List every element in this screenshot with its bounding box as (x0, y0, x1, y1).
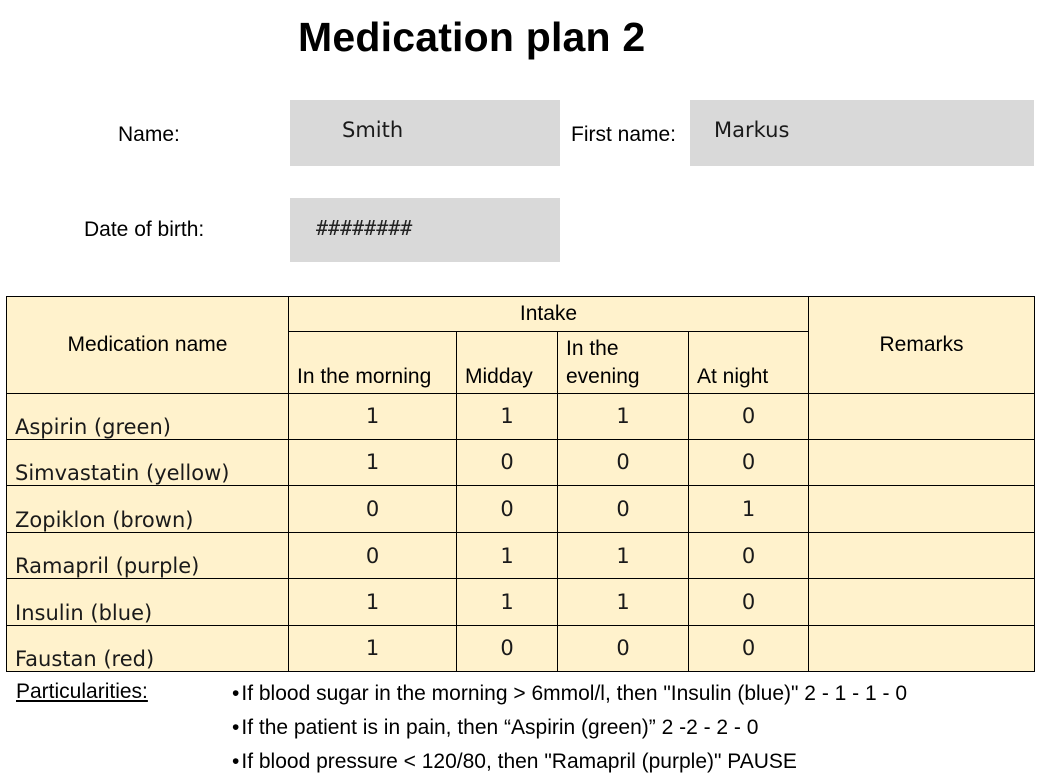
table-row (7, 579, 1035, 625)
intake-morning: 1 (289, 579, 457, 625)
particularity-text: If the patient is in pain, then “Aspirin (green)” 2 -2 - 2 - 0 (241, 716, 759, 739)
list-item (232, 745, 907, 778)
intake-night: 1 (689, 485, 809, 532)
header-evening-line2: evening (566, 364, 640, 388)
header-morning: In the morning (289, 332, 457, 393)
remarks-cell[interactable] (809, 393, 1035, 439)
remarks-cell[interactable] (809, 579, 1035, 625)
remarks-cell[interactable] (809, 533, 1035, 579)
intake-night: 0 (689, 439, 809, 485)
dob-label: Date of birth: (84, 218, 205, 241)
intake-morning: 1 (289, 625, 457, 671)
header-medication-name: Medication name (7, 297, 289, 394)
name-label: Name: (118, 123, 180, 146)
table-row (7, 393, 1035, 439)
bullet-icon: • (232, 716, 240, 739)
intake-night: 0 (689, 625, 809, 671)
medication-name: Simvastatin (yellow) (7, 439, 289, 485)
dob-field[interactable]: ######## (290, 198, 560, 262)
page-title: Medication plan 2 (298, 14, 646, 60)
particularity-text: If blood pressure < 120/80, then "Ramapril (purple)" PAUSE (241, 750, 797, 773)
particularities-list (232, 677, 907, 778)
header-night: At night (689, 332, 809, 393)
particularity-text: If blood sugar in the morning > 6mmol/l, then "Insulin (blue)" 2 - 1 - 1 - 0 (241, 682, 908, 705)
medication-name: Faustan (red) (7, 625, 289, 671)
intake-evening: 1 (558, 579, 689, 625)
remarks-cell[interactable] (809, 625, 1035, 671)
intake-morning: 1 (289, 439, 457, 485)
medication-name: Insulin (blue) (7, 579, 289, 625)
medication-name: Aspirin (green) (7, 393, 289, 439)
intake-midday: 1 (457, 579, 558, 625)
intake-midday: 1 (457, 533, 558, 579)
first-name-label: First name: (571, 123, 677, 146)
remarks-cell[interactable] (809, 439, 1035, 485)
intake-morning: 0 (289, 485, 457, 532)
header-intake: Intake (289, 297, 809, 332)
table-row (7, 439, 1035, 485)
list-item (232, 677, 907, 711)
intake-night: 0 (689, 393, 809, 439)
intake-evening: 0 (558, 625, 689, 671)
intake-night: 0 (689, 579, 809, 625)
table-row (7, 625, 1035, 671)
intake-evening: 1 (558, 533, 689, 579)
intake-evening: 0 (558, 485, 689, 532)
intake-night: 0 (689, 533, 809, 579)
intake-midday: 0 (457, 439, 558, 485)
intake-evening: 1 (558, 393, 689, 439)
header-evening-line1: In the (566, 336, 619, 360)
list-item (232, 711, 907, 745)
header-remarks: Remarks (809, 297, 1035, 394)
table-row (7, 485, 1035, 532)
medication-name: Ramapril (purple) (7, 533, 289, 579)
intake-midday: 0 (457, 485, 558, 532)
intake-morning: 1 (289, 393, 457, 439)
bullet-icon: • (232, 750, 240, 773)
name-field[interactable]: Smith (290, 100, 560, 166)
intake-midday: 0 (457, 625, 558, 671)
intake-midday: 1 (457, 393, 558, 439)
header-midday: Midday (457, 332, 558, 393)
bullet-icon: • (232, 682, 240, 705)
remarks-cell[interactable] (809, 485, 1035, 532)
medication-name: Zopiklon (brown) (7, 485, 289, 532)
table-row (7, 533, 1035, 579)
header-evening (558, 332, 689, 393)
particularities-label: Particularities: (16, 680, 148, 703)
first-name-field[interactable]: Markus (690, 100, 1034, 166)
intake-evening: 0 (558, 439, 689, 485)
intake-morning: 0 (289, 533, 457, 579)
medication-table (6, 296, 1035, 672)
